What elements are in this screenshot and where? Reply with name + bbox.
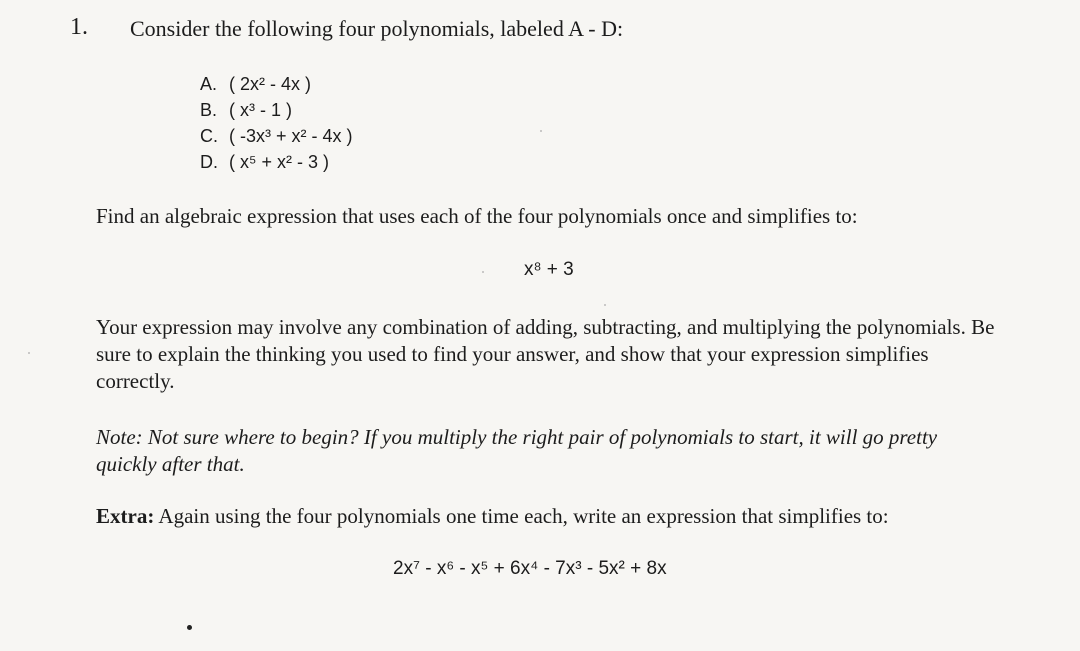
polynomial-expression: ( x³ - 1 ) (229, 100, 293, 120)
polynomial-label: C. (200, 126, 218, 146)
polynomial-c (200, 123, 353, 149)
polynomial-b (200, 97, 353, 123)
problem-intro: Consider the following four polynomials, labeled A - D: (130, 16, 624, 41)
problem-number: 1. (70, 14, 88, 40)
polynomial-label: D. (200, 152, 218, 172)
scan-speck (540, 130, 542, 132)
explanation-paragraph: Your expression may involve any combination of adding, subtracting, and multiplying the polynomials. Be sure to explain the thinking you used to find your answer, and show that your expression simplifies correctly. (96, 315, 995, 393)
polynomial-list (200, 71, 353, 175)
polynomial-a (200, 71, 353, 97)
stray-dot (187, 625, 192, 630)
find-prompt: Find an algebraic expression that uses each of the four polynomials once and simplifies to: (96, 204, 858, 228)
scan-speck (28, 352, 30, 354)
hint-note: Note: Not sure where to begin? If you multiply the right pair of polynomials to start, it will go pretty quickly after that. (96, 425, 938, 476)
polynomial-expression: ( -3x³ + x² - 4x ) (229, 126, 353, 146)
extra-target-expression: 2x⁷ - x⁶ - x⁵ + 6x⁴ - 7x³ - 5x² + 8x (393, 558, 667, 579)
scan-speck (482, 271, 484, 273)
extra-prompt (96, 504, 889, 529)
polynomial-expression: ( x⁵ + x² - 3 ) (229, 152, 329, 172)
polynomial-d (200, 149, 353, 175)
polynomial-expression: ( 2x² - 4x ) (229, 74, 312, 94)
extra-text: Again using the four polynomials one time each, write an expression that simplifies to: (158, 504, 889, 528)
scan-speck (604, 304, 606, 306)
target-expression: x⁸ + 3 (524, 259, 574, 280)
extra-label: Extra: (96, 504, 155, 528)
polynomial-label: B. (200, 100, 218, 120)
polynomial-label: A. (200, 74, 218, 94)
